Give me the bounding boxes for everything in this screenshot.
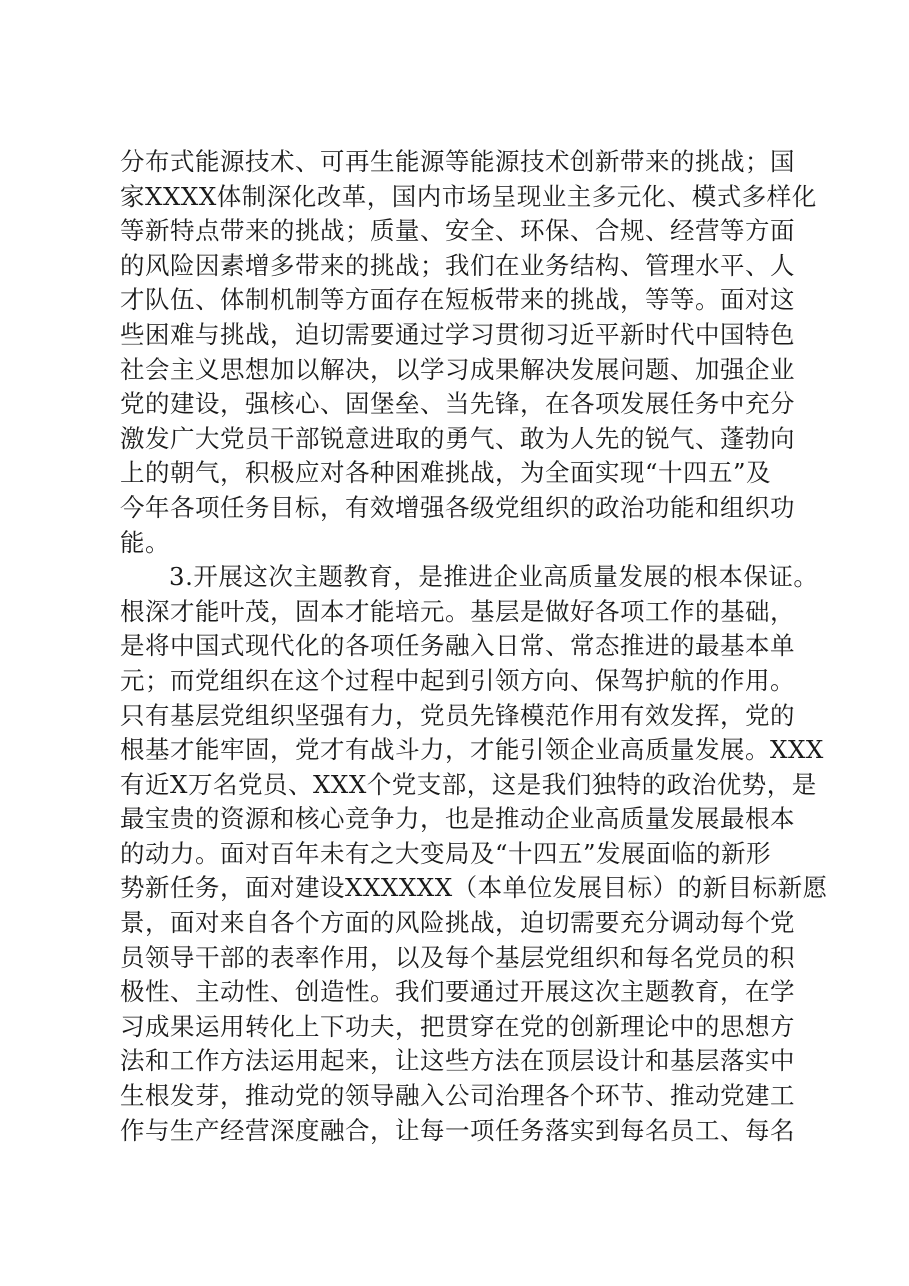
text-line: 根基才能牢固，党才有战斗力，才能引领企业高质量发展。XXX bbox=[120, 735, 824, 765]
text-line: 生根发芽，推动党的领导融入公司治理各个环节、推动党建工 bbox=[120, 1081, 795, 1111]
text-line: 景，面对来自各个方面的风险挑战，迫切需要充分调动每个党 bbox=[120, 908, 795, 938]
text-line: 等新特点带来的挑战；质量、安全、环保、合规、经营等方面 bbox=[120, 216, 795, 246]
text-line: 元；而党组织在这个过程中起到引领方向、保驾护航的作用。 bbox=[120, 665, 795, 695]
text-line: 极性、主动性、创造性。我们要通过开展这次主题教育，在学 bbox=[120, 977, 795, 1007]
text-line: 员领导干部的表率作用，以及每个基层党组织和每名党员的积 bbox=[120, 942, 795, 972]
text-line: 些困难与挑战，迫切需要通过学习贯彻习近平新时代中国特色 bbox=[120, 319, 795, 349]
text-line: 的风险因素增多带来的挑战；我们在业务结构、管理水平、人 bbox=[120, 250, 795, 280]
text-line: 法和工作方法运用起来，让这些方法在顶层设计和基层落实中 bbox=[120, 1046, 795, 1076]
text-line: 习成果运用转化上下功夫，把贯穿在党的创新理论中的思想方 bbox=[120, 1011, 795, 1041]
text-line: 的动力。面对百年未有之大变局及“十四五”发展面临的新形 bbox=[120, 838, 772, 868]
text-line: 党的建设，强核心、固堡垒、当先锋，在各项发展任务中充分 bbox=[120, 389, 795, 419]
text-line: 只有基层党组织坚强有力，党员先锋模范作用有效发挥，党的 bbox=[120, 700, 795, 730]
text-line: 才队伍、体制机制等方面存在短板带来的挑战，等等。面对这 bbox=[120, 285, 795, 315]
text-line: 根深才能叶茂，固本才能培元。基层是做好各项工作的基础， bbox=[120, 596, 795, 626]
text-line: 上的朝气，积极应对各种困难挑战，为全面实现“十四五”及 bbox=[120, 458, 772, 488]
document-body bbox=[120, 145, 828, 1148]
paragraph-2 bbox=[120, 560, 828, 1148]
text-line: 作与生产经营深度融合，让每一项任务落实到每名员工、每名 bbox=[120, 1115, 795, 1145]
text-line: 能。 bbox=[120, 527, 170, 557]
paragraph-1 bbox=[120, 145, 817, 560]
text-line: 最宝贵的资源和核心竞争力，也是推动企业高质量发展最根本 bbox=[120, 804, 795, 834]
text-line: 3.开展这次主题教育，是推进企业高质量发展的根本保证。 bbox=[169, 562, 819, 592]
text-line: 有近X万名党员、XXX个党支部，这是我们独特的政治优势，是 bbox=[120, 769, 817, 799]
text-line: 今年各项任务目标，有效增强各级党组织的政治功能和组织功 bbox=[120, 492, 795, 522]
text-line: 分布式能源技术、可再生能源等能源技术创新带来的挑战；国 bbox=[120, 147, 795, 176]
text-line: 激发广大党员干部锐意进取的勇气、敢为人先的锐气、蓬勃向 bbox=[120, 423, 795, 453]
text-line: 家XXXX体制深化改革，国内市场呈现业主多元化、模式多样化 bbox=[120, 181, 817, 211]
text-line: 社会主义思想加以解决，以学习成果解决发展问题、加强企业 bbox=[120, 354, 795, 384]
text-line: 势新任务，面对建设XXXXXX（本单位发展目标）的新目标新愿 bbox=[120, 873, 828, 903]
text-line: 是将中国式现代化的各项任务融入日常、常态推进的最基本单 bbox=[120, 631, 795, 661]
